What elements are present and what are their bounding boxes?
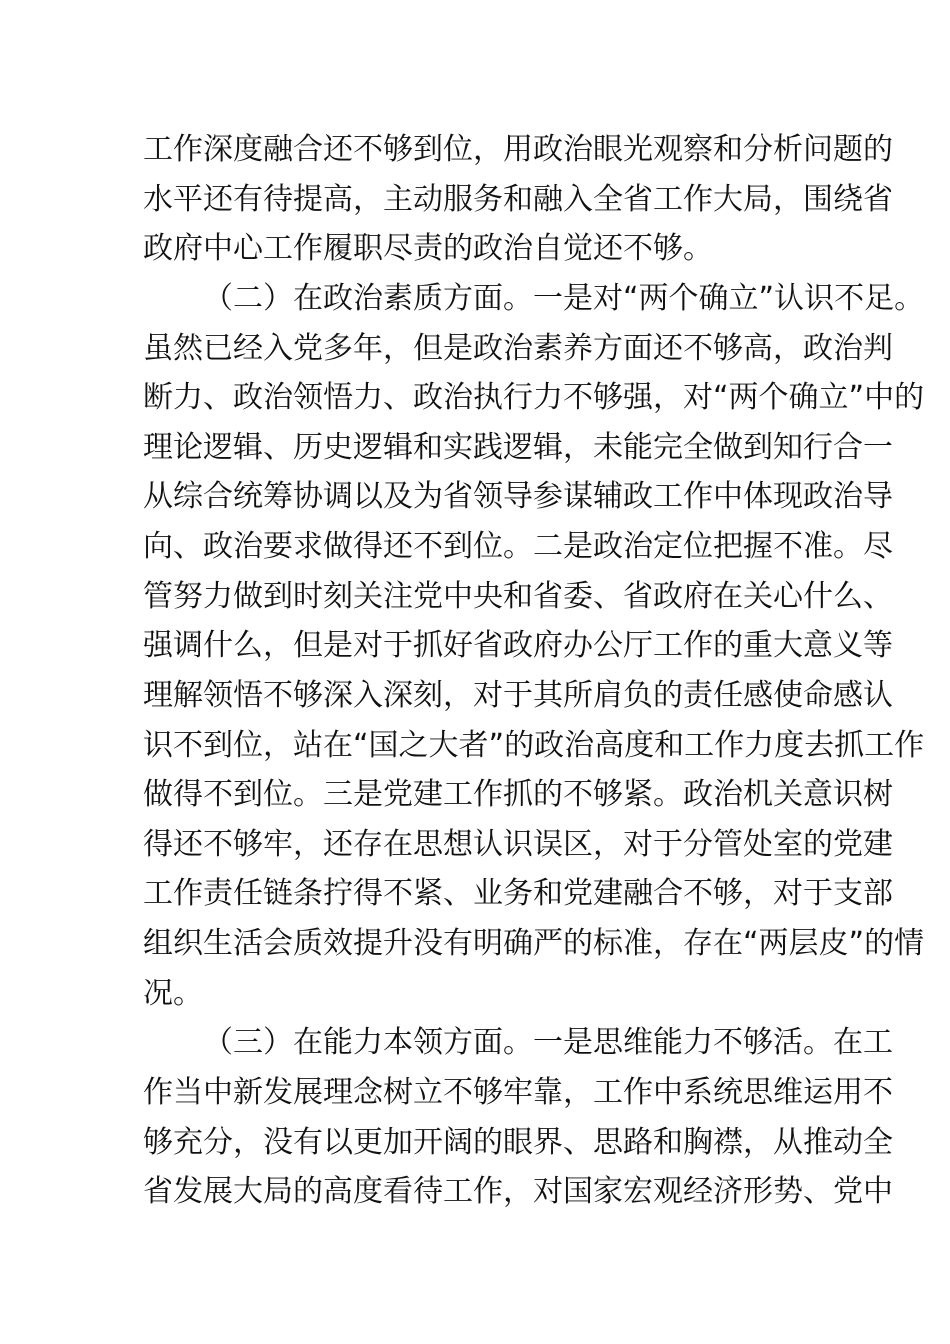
text-line: 识不到位，站在“国之大者”的政治高度和工作力度去抓工作 [143, 728, 925, 763]
text-line: 作当中新发展理念树立不够牢靠，工作中系统思维运用不 [143, 1075, 893, 1110]
text-line: 理论逻辑、历史逻辑和实践逻辑，未能完全做到知行合一 [143, 430, 893, 465]
text-line: 理解领悟不够深入深刻，对于其所肩负的责任感使命感认 [143, 678, 893, 713]
text-line: 虽然已经入党多年，但是政治素养方面还不够高，政治判 [143, 331, 893, 366]
paragraph-heading-line: （三）在能力本领方面。一是思维能力不够活。在工 [203, 1025, 893, 1060]
text-line: 工作责任链条拧得不紧、业务和党建融合不够，对于支部 [143, 876, 893, 911]
text-line: 况。 [143, 976, 203, 1011]
text-line: 向、政治要求做得还不到位。二是政治定位把握不准。尽 [143, 529, 893, 564]
paragraph-heading-line: （二）在政治素质方面。一是对“两个确立”认识不足。 [203, 281, 925, 316]
text-line: 组织生活会质效提升没有明确严的标准，存在“两层皮”的情 [143, 926, 925, 961]
text-line: 够充分，没有以更加开阔的眼界、思路和胸襟，从推动全 [143, 1125, 893, 1160]
text-line: 强调什么，但是对于抓好省政府办公厅工作的重大意义等 [143, 628, 893, 663]
text-line: 从综合统筹协调以及为省领导参谋辅政工作中体现政治导 [143, 479, 893, 514]
text-line: 省发展大局的高度看待工作，对国家宏观经济形势、党中 [143, 1174, 893, 1209]
text-line: 得还不够牢，还存在思想认识误区，对于分管处室的党建 [143, 827, 893, 862]
text-line: 政府中心工作履职尽责的政治自觉还不够。 [143, 231, 713, 266]
text-line: 工作深度融合还不够到位，用政治眼光观察和分析问题的 [143, 132, 893, 167]
text-line: 水平还有待提高，主动服务和融入全省工作大局，围绕省 [143, 182, 893, 217]
text-line: 断力、政治领悟力、政治执行力不够强，对“两个确立”中的 [143, 380, 925, 415]
text-line: 做得不到位。三是党建工作抓的不够紧。政治机关意识树 [143, 777, 893, 812]
text-line: 管努力做到时刻关注党中央和省委、省政府在关心什么、 [143, 579, 893, 614]
